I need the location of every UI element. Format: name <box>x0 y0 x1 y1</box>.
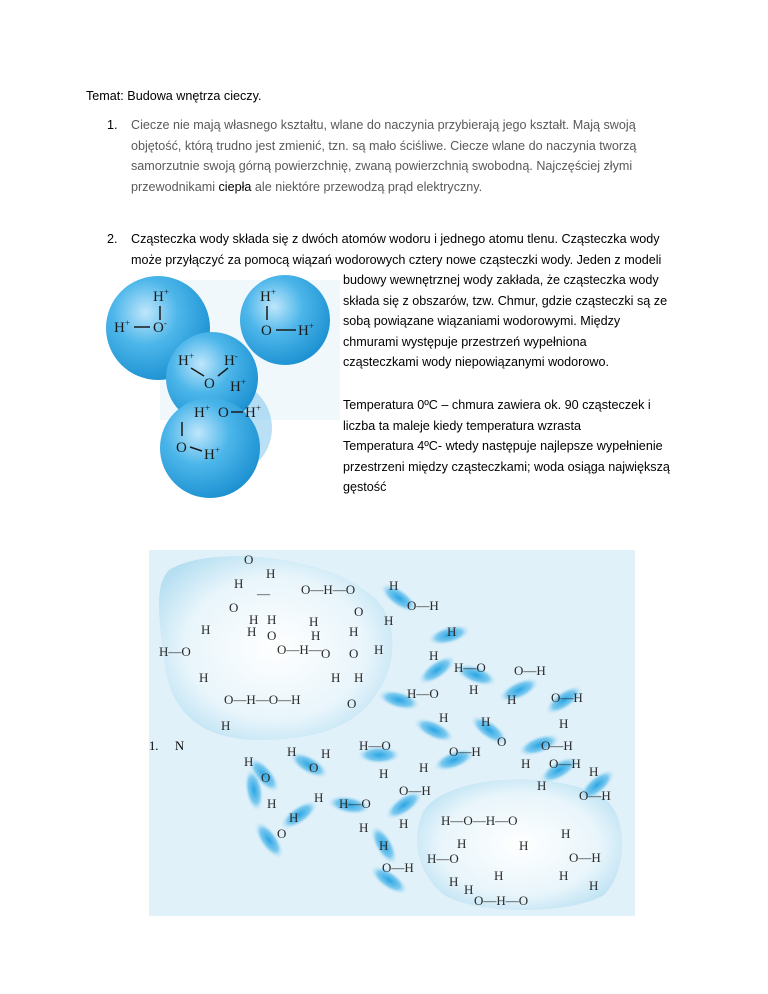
svg-text:H—O: H—O <box>359 738 391 753</box>
temp-line: gęstość <box>343 480 387 494</box>
svg-text:H+: H+ <box>178 351 194 369</box>
side-line: sobą powiązane wiązaniami wodorowymi. Między <box>343 314 621 328</box>
svg-text:H+: H+ <box>204 445 220 463</box>
svg-text:O: O <box>229 600 239 615</box>
svg-text:H: H <box>266 566 276 581</box>
svg-text:H+: H+ <box>114 318 130 336</box>
svg-text:O—H: O—H <box>382 860 414 875</box>
svg-text:H: H <box>314 790 324 805</box>
svg-text:H+: H+ <box>298 321 314 339</box>
svg-text:O: O <box>497 734 507 749</box>
svg-text:H—O: H—O <box>454 660 486 675</box>
temperature-notes <box>343 395 683 498</box>
svg-text:H: H <box>469 682 479 697</box>
svg-text:O—H: O—H <box>399 783 431 798</box>
svg-text:H: H <box>201 622 211 637</box>
svg-text:O—H: O—H <box>569 850 601 865</box>
svg-text:H: H <box>447 624 457 639</box>
item-1-number: 1. <box>107 118 118 132</box>
page-title: Temat: Budowa wnętrza cieczy. <box>86 89 262 103</box>
svg-text:H: H <box>457 836 467 851</box>
svg-text:H+: H+ <box>230 377 246 395</box>
svg-text:H—O: H—O <box>339 796 371 811</box>
svg-text:H: H <box>359 820 369 835</box>
temp-line: liczba ta maleje kiedy temperatura wzrasta <box>343 418 581 433</box>
svg-text:H: H <box>379 766 389 781</box>
svg-text:H: H <box>429 648 439 663</box>
svg-text:O-: O- <box>153 318 167 336</box>
svg-text:O: O <box>267 628 277 643</box>
svg-text:O—H: O—H <box>579 788 611 803</box>
svg-text:O: O <box>218 405 229 421</box>
paragraph-1-line: samorzutnie swoją górną powierzchnię, zwaną powierzchnią swobodną. Najczęściej złymi <box>131 159 633 173</box>
svg-text:H: H <box>244 754 254 769</box>
paragraph-2-line: może przyłączyć za pomocą wiązań wodorowych cztery nowe cząsteczki wody. Jeden z modeli <box>131 252 662 267</box>
svg-text:O—H: O—H <box>514 663 546 678</box>
svg-text:H: H <box>559 868 569 883</box>
side-line: budowy wewnętrznej wody zakłada, że cząsteczka wody <box>343 273 659 287</box>
svg-text:H: H <box>234 576 244 591</box>
svg-text:H: H <box>267 796 277 811</box>
svg-text:H: H <box>331 670 341 685</box>
svg-text:O—H—: O—H— <box>277 642 322 657</box>
svg-text:O: O <box>176 440 187 456</box>
svg-text:H: H <box>589 878 599 893</box>
svg-text:O: O <box>261 323 272 339</box>
svg-text:H+: H+ <box>260 287 276 305</box>
water-cluster-figure <box>149 550 635 916</box>
svg-text:H: H <box>309 614 319 629</box>
svg-text:H: H <box>561 826 571 841</box>
svg-text:O—H: O—H <box>549 756 581 771</box>
svg-text:O: O <box>204 376 215 392</box>
svg-text:O: O <box>277 826 287 841</box>
svg-text:H—O: H—O <box>407 686 439 701</box>
side-line: chmurami występuje przestrzeń wypełniona <box>343 334 587 349</box>
svg-text:O: O <box>349 646 359 661</box>
text-run-heat: ciepła <box>218 179 252 194</box>
svg-text:H: H <box>289 810 299 825</box>
svg-text:H: H <box>249 612 259 627</box>
svg-text:H: H <box>507 692 517 707</box>
svg-text:H: H <box>389 578 399 593</box>
svg-text:O—H—O—H: O—H—O—H <box>224 692 301 707</box>
paragraph-1 <box>131 115 691 197</box>
svg-text:H: H <box>537 778 547 793</box>
svg-text:H: H <box>384 613 394 628</box>
svg-text:O: O <box>347 696 357 711</box>
svg-text:H: H <box>481 714 491 729</box>
svg-text:H: H <box>247 624 257 639</box>
svg-text:H: H <box>379 838 389 853</box>
svg-text:O—H: O—H <box>407 598 439 613</box>
svg-text:H: H <box>349 624 359 639</box>
svg-text:O: O <box>261 770 271 785</box>
svg-text:O—H: O—H <box>449 744 481 759</box>
side-line: składa się z obszarów, tzw. Chmur, gdzie cząsteczki są ze <box>343 293 668 308</box>
figure-list-text: N <box>175 739 185 753</box>
paragraph-2-side <box>343 270 683 373</box>
paragraph-1-line: Ciecze nie mają własnego kształtu, wlane do naczynia przybierają jego kształt. Mają swoją <box>131 118 636 132</box>
svg-text:H: H <box>321 746 331 761</box>
svg-text:—: — <box>257 586 270 601</box>
paragraph-2-line: Cząsteczka wody składa się z dwóch atomów wodoru i jednego atomu tlenu. Cząsteczka wody <box>131 232 660 246</box>
svg-text:O—H—O: O—H—O <box>301 582 356 597</box>
paragraph-2 <box>131 229 691 270</box>
figure-list-number: 1. <box>149 739 159 753</box>
svg-text:H: H <box>311 628 321 643</box>
svg-text:H: H <box>494 868 504 883</box>
svg-text:H—O: H—O <box>159 644 191 659</box>
svg-text:H: H <box>354 670 364 685</box>
svg-text:H+: H+ <box>194 403 210 421</box>
svg-text:H—O: H—O <box>427 851 459 866</box>
svg-text:O—H: O—H <box>551 690 583 705</box>
side-line: cząsteczkami wody niepowiązanymi wodorowo. <box>343 355 609 369</box>
svg-text:O—H—O: O—H—O <box>474 893 529 908</box>
svg-text:O: O <box>354 604 364 619</box>
svg-text:H: H <box>199 670 209 685</box>
svg-text:H: H <box>519 838 529 853</box>
svg-text:H: H <box>399 816 409 831</box>
text-run: przewodnikami <box>131 179 219 194</box>
text-run: ale niektóre przewodzą prąd elektryczny. <box>251 179 483 194</box>
svg-text:H+: H+ <box>245 403 261 421</box>
svg-text:H: H <box>439 710 449 725</box>
svg-text:H: H <box>419 760 429 775</box>
svg-text:H: H <box>559 716 569 731</box>
svg-text:O: O <box>244 552 254 567</box>
item-2-number: 2. <box>107 232 118 246</box>
svg-text:O: O <box>321 646 331 661</box>
temp-line: Temperatura 0ºC – chmura zawiera ok. 90 cząsteczek i <box>343 398 651 412</box>
svg-text:H—O—H—O: H—O—H—O <box>441 813 518 828</box>
svg-text:H: H <box>449 874 459 889</box>
svg-text:H: H <box>464 882 474 897</box>
svg-text:H: H <box>267 612 277 627</box>
temp-line: Temperatura 4ºC- wtedy następuje najlepsze wypełnienie <box>343 439 663 453</box>
svg-text:H: H <box>221 718 231 733</box>
svg-text:H: H <box>374 642 384 657</box>
paragraph-1-line: objętość, którą trudno jest zmienić, tzn. są mało ściśliwe. Ciecze wlane do naczynia tworzą <box>131 138 637 153</box>
svg-text:H: H <box>287 744 297 759</box>
svg-text:H+: H+ <box>153 287 169 305</box>
svg-text:H: H <box>521 756 531 771</box>
water-molecule-figure <box>100 270 340 505</box>
paragraph-1-line <box>131 177 691 198</box>
svg-text:H: H <box>589 764 599 779</box>
svg-text:H-: H- <box>224 351 238 369</box>
svg-text:O: O <box>309 760 319 775</box>
temp-line: przestrzeni między cząsteczkami; woda osiąga największą <box>343 459 670 474</box>
svg-text:O—H: O—H <box>541 738 573 753</box>
